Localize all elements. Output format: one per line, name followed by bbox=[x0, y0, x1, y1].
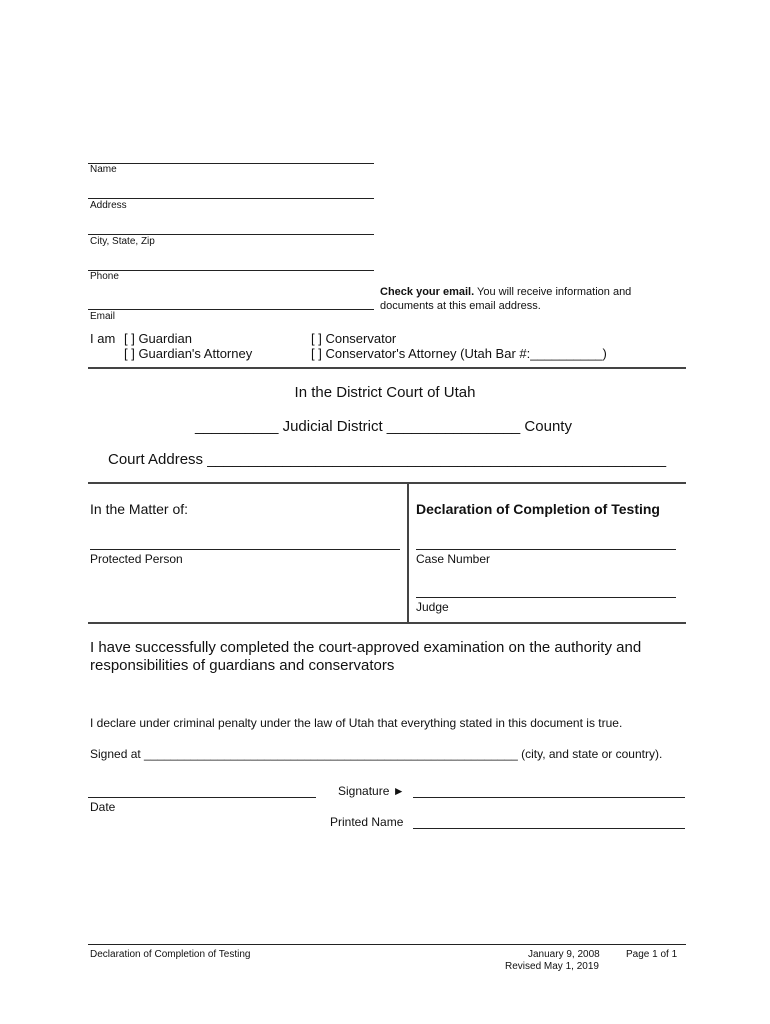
caption-top-line bbox=[88, 482, 686, 484]
email-note-line2: documents at this email address. bbox=[380, 300, 541, 312]
address-line[interactable] bbox=[88, 198, 374, 199]
signature-line[interactable] bbox=[413, 797, 685, 798]
email-note bbox=[380, 285, 631, 313]
court-address-line[interactable]: Court Address _______________________________________________________ bbox=[108, 451, 667, 468]
option-conservators-attorney[interactable]: [ ] Conservator's Attorney (Utah Bar #:__________) bbox=[311, 346, 607, 361]
name-line[interactable] bbox=[88, 163, 374, 164]
i-am-label: I am bbox=[90, 331, 116, 346]
case-number-label: Case Number bbox=[416, 552, 491, 566]
protected-person-line[interactable] bbox=[90, 549, 400, 550]
email-line[interactable] bbox=[88, 309, 374, 310]
footer-page: Page 1 of 1 bbox=[626, 949, 678, 960]
completion-statement: I have successfully completed the court-approved examination on the authority and responsibilities of guardians and conservators bbox=[90, 639, 642, 674]
address-label: Address bbox=[90, 200, 127, 211]
court-title: In the District Court of Utah bbox=[294, 384, 476, 401]
email-note-bold: Check your email. bbox=[380, 286, 475, 298]
judge-label: Judge bbox=[416, 600, 449, 614]
footer-divider bbox=[88, 944, 686, 945]
document-title: Declaration of Completion of Testing bbox=[416, 501, 660, 517]
phone-label: Phone bbox=[90, 271, 119, 282]
caption-bottom-line bbox=[88, 622, 686, 624]
printed-name-label: Printed Name bbox=[330, 815, 404, 829]
header-divider bbox=[88, 367, 686, 369]
email-label: Email bbox=[90, 311, 116, 322]
option-guardians-attorney[interactable]: [ ] Guardian's Attorney bbox=[124, 346, 253, 361]
matter-of-label: In the Matter of: bbox=[90, 501, 189, 517]
email-note-rest: You will receive information and bbox=[474, 286, 632, 298]
protected-person-label: Protected Person bbox=[90, 552, 183, 566]
name-label: Name bbox=[90, 164, 117, 175]
date-label: Date bbox=[90, 800, 116, 814]
signed-at-line[interactable]: Signed at ________________________________________________________ (city, and state or country). bbox=[90, 747, 663, 761]
judge-line[interactable] bbox=[416, 597, 676, 598]
declaration-text: I declare under criminal penalty under the law of Utah that everything stated in this document is true. bbox=[90, 716, 623, 730]
footer-title: Declaration of Completion of Testing bbox=[90, 949, 251, 960]
city-state-zip-line[interactable] bbox=[88, 234, 374, 235]
signature-label: Signature ► bbox=[338, 784, 405, 798]
phone-line[interactable] bbox=[88, 270, 374, 271]
option-conservator[interactable]: [ ] Conservator bbox=[311, 331, 397, 346]
caption-vertical-divider bbox=[407, 482, 409, 622]
footer-date: January 9, 2008 bbox=[528, 949, 600, 960]
date-line[interactable] bbox=[88, 797, 316, 798]
district-county-line[interactable]: __________ Judicial District ________________ County bbox=[195, 418, 572, 435]
printed-name-line[interactable] bbox=[413, 828, 685, 829]
city-state-zip-label: City, State, Zip bbox=[90, 236, 155, 247]
option-guardian[interactable]: [ ] Guardian bbox=[124, 331, 192, 346]
footer-revised: Revised May 1, 2019 bbox=[505, 961, 599, 972]
case-number-line[interactable] bbox=[416, 549, 676, 550]
